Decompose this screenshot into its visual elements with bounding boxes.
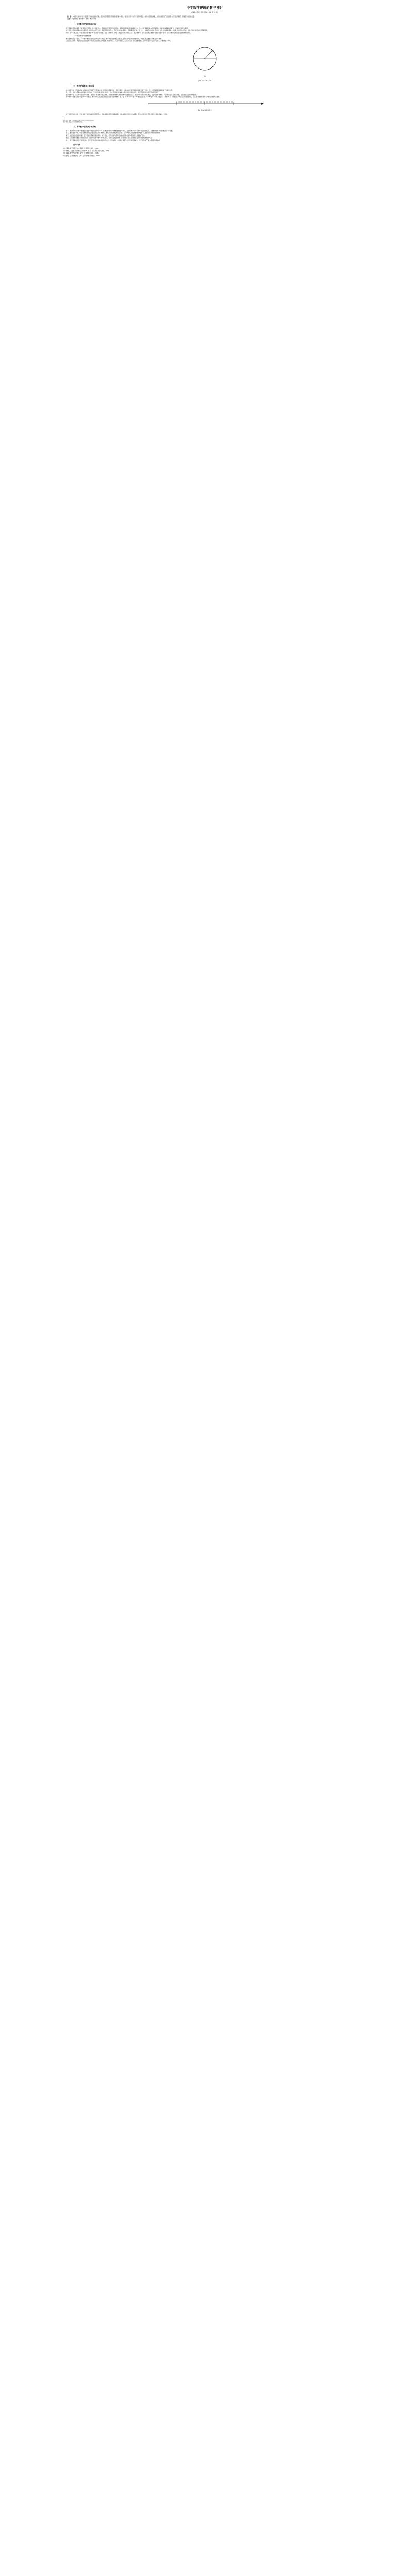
body-paragraph: 总之，数学逻辑的教学不是孤立的，它应当与数学知识的教学有机结合。只有这样，才能真正提高学生的逻辑思维能力，使学生形成严谨、理性的思维品质。 (66, 139, 161, 141)
footnote: 基金项目：湖南省教育科学规划课题。 (63, 121, 84, 123)
body-paragraph: 第四，注重逻辑思维能力的综合培养。通过开放性问题与探究性活动，让学生在发现问题、提出猜想、论证猜想的过程中体验逻辑推理的力量。 (66, 137, 153, 139)
section-heading-3: 三、中学数学逻辑教学的策略 (73, 126, 96, 128)
body-paragraph: 以圆的定义为例：平面内到定点的距离等于定长的点的集合叫做圆。如图1所示，定点O为圆心，定长为半径。学生需要理解定义中“平面内”“定点”“定长”三个要素缺一不可。 (66, 40, 172, 42)
body-paragraph: 第二，重视错误分析。学生在推理中出现的错误往往具有典型性，教师应及时收集并加以分析，引导学生发现错误的逻辑根源，从而加深对逻辑规则的理解。 (66, 132, 161, 134)
paper-authors: 湖南师大学报（教育科学版）周斌 张 洪 晏红 (191, 12, 218, 13)
body-paragraph: 第一，把逻辑知识的教学渗透到日常数学教学的各个环节中。在概念教学时分析概念的内涵与外延，在定理教学时分析条件与结论的关系，在解题教学时分析推理的每一步依据。 (66, 130, 174, 132)
body-paragraph: 在命题教学中，应引导学生区分原命题、逆命题、否命题与逆否命题，并理解原命题与逆否命题同真同假的关系。通过具体实例让学生体会，在证明某些命题时，可以转而证明其逆否命题，这就是反证法的逻辑依据。 (66, 93, 198, 96)
abstract-text: 本文探讨如何在中学数学教学中渗透数学逻辑，通过典型问题展示逻辑推理的基本规则，提出在教学中引导学生理解概念、判断与推理的关系，从而培养学生严密的思维方式与数学素养，提高数学教学的质量。 (72, 16, 195, 18)
figure-1-circle (182, 44, 228, 73)
reference-item: [1] 张奠宙. 数学教育学[M]. 南昌：江西教育出版社，1991. (63, 148, 99, 150)
body-paragraph: 数学逻辑是研究推理形式及其规律的学科。在中学数学中，逻辑知识贯穿于概念的形成、命题的证明和问题的解决之中。学生只有掌握了基本的逻辑规则，才能准确理解数学概念，正确进行判断与推理。 (66, 27, 189, 29)
section-heading-1: 一、中学数学逻辑的基本内容 (73, 23, 96, 25)
keywords-text: 数学逻辑；数学教学；推理；概念与判断 (72, 18, 97, 20)
body-paragraph: 中学数学中涉及的逻辑内容主要包括：概念的内涵与外延、命题及其四种形式、充分条件与必要条件、逻辑联结词“或”“且”“非”、全称量词与存在量词等。这些内容看似简单，但在教学中往往被忽视，导致学生在推理时出现各种错误。 (66, 29, 209, 32)
body-paragraph: 例如，在学习集合时，学生常常混淆“属于”与“包含于”的关系；在学习命题时，学生不能正确写出命题的否定；在证明题中，学生往往把必要条件当成充分条件使用。这些问题都反映出学生逻辑素养的不足。 (66, 31, 192, 34)
section-heading-2: 二、数学逻辑教学中的问题 (73, 84, 94, 87)
reference-list (63, 148, 347, 157)
paper-title: 中学数学逻辑的教学探讨 (186, 6, 223, 10)
keywords (67, 18, 342, 20)
body-paragraph: 在实际教学中，部分教师认为逻辑知识只是数学的附属内容，只需在讲授新课时一带而过即可。这种认识导致逻辑知识的教学流于形式，学生对逻辑规则知其然而不知其所以然。 (66, 89, 174, 91)
paper-page (63, 4, 347, 2576)
subsection-heading: （一）概念教学中的逻辑问题 (73, 35, 91, 37)
body-paragraph: 第三，加强数学语言的训练。数学语言是逻辑思维的载体，文字语言、符号语言与图形语言的相互转化能够促进学生思维的严密性。 (66, 134, 146, 137)
references-heading: 参考文献 (73, 144, 80, 146)
reference-item: [2] 曹才翰，章建跃. 数学教育心理学[M]. 北京：北京师范大学出版社，1999. (63, 150, 109, 152)
body-paragraph: 另一方面，教材中逻辑内容的编排较为集中，学生在短时间内难以消化，而在后续学习中又缺少有意识的巩固与运用，使得逻辑知识与数学知识相互脱节。 (66, 91, 160, 94)
abstract-label: 摘 要： (67, 16, 73, 18)
reference-item: [4] 波利亚. 怎样解题[M]. 上海：上海科技教育出版社，2002. (63, 155, 100, 157)
figure-2-number-line (145, 100, 264, 107)
body-paragraph: 对于含有量词的命题，学生常常不能正确写出其否定形式。全称命题的否定是特称命题，特称命题的否定是全称命题。教学中应通过大量练习使学生熟练掌握这一规则。 (66, 113, 169, 116)
keywords-label: 关键词： (67, 18, 73, 20)
footnote: 作者简介：周斌，湖南师范大学数学与计算机科学学院教授。 (63, 119, 95, 121)
figure-2-caption: 图2 数轴上的区间表示 (198, 110, 212, 112)
figure-1-caption: 图1 (203, 75, 206, 77)
reference-item: [3] 郑毓信. 数学方法论[M]. 南宁：广西教育出版社，1996. (63, 152, 99, 155)
formula-1: |PO| = r ⇔ P ∈ ⊙O (198, 79, 211, 82)
body-paragraph: 概念是思维的基本形式。一个数学概念包含内涵与外延两个方面。教学中若只强调定义的记忆而忽视对内涵和外延的分析，学生就难以准确运用概念进行判断。 (66, 38, 163, 40)
body-paragraph: 充分条件与必要条件是学生学习中的难点。教学中可以借助集合的包含关系来帮助理解：若 A ⊆ B，则“x∈A”是“x∈B”的充分条件，“x∈B”是“x∈A”的必要条件。如图2所示，用数轴表示两个区间之间的关系，可以直观地判断条件之间的充分性与必要性。 (66, 96, 221, 98)
